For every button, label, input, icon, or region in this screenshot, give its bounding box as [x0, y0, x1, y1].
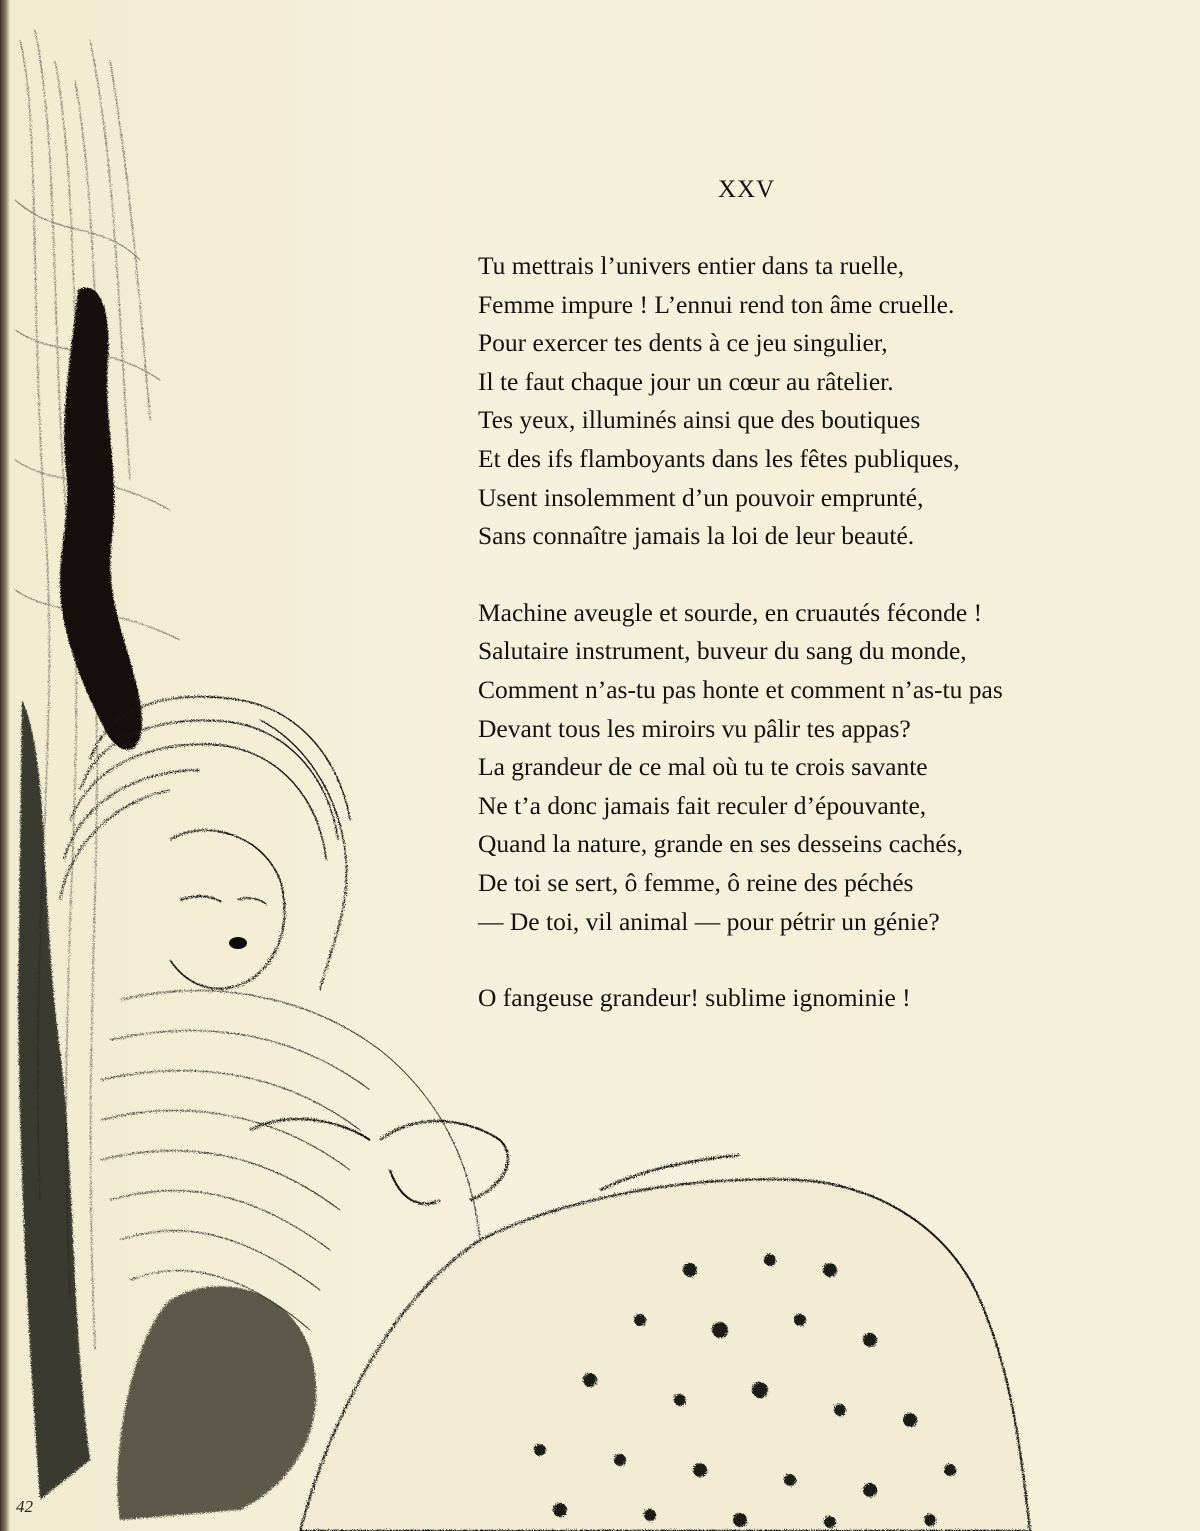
verse-line: O fangeuse grandeur! sublime ignominie !	[478, 983, 911, 1013]
verse-line: Usent insolemment d’un pouvoir emprunté,	[478, 482, 924, 512]
verse-line: Pour exercer tes dents à ce jeu singulier,	[478, 328, 888, 358]
torso-hatching	[100, 991, 480, 1330]
stanza-3	[478, 979, 1003, 1018]
poem-text	[478, 247, 1003, 1056]
page-number: 42	[16, 1497, 33, 1516]
verse-line: Et des ifs flamboyants dans les fêtes publiques,	[478, 443, 960, 473]
verse-line: Il te faut chaque jour un cœur au râtelier.	[478, 366, 894, 396]
face	[170, 830, 285, 988]
hair-scribbles	[60, 697, 350, 990]
verse-line: Quand la nature, grande en ses desseins cachés,	[478, 829, 964, 859]
verse-line: De toi se sert, ô femme, ô reine des péchés	[478, 867, 914, 897]
lap-dark-shape	[117, 1286, 316, 1520]
dark-curtain-shape	[60, 288, 142, 750]
verse-line: La grandeur de ce mal où tu te crois savante	[478, 752, 928, 782]
stanza-1	[478, 247, 1003, 556]
verse-line: Devant tous les miroirs vu pâlir tes appas?	[478, 713, 911, 743]
stanza-2	[478, 594, 1003, 941]
verse-line: — De toi, vil animal — pour pétrir un génie?	[478, 906, 940, 936]
verse-line: Femme impure ! L’ennui rend ton âme cruelle.	[478, 289, 955, 319]
poem-number: XXV	[718, 176, 776, 203]
verse-line: Sans connaître jamais la loi de leur beauté.	[478, 521, 915, 551]
skirt-outline	[300, 1179, 1030, 1531]
verse-line: Ne t’a donc jamais fait reculer d’épouvante,	[478, 790, 927, 820]
verse-line: Machine aveugle et sourde, en cruautés féconde !	[478, 597, 983, 627]
verse-line: Tes yeux, illuminés ainsi que des boutiques	[478, 405, 921, 435]
verse-line: Salutaire instrument, buveur du sang du monde,	[478, 636, 967, 666]
verse-line: Comment n’as-tu pas honte et comment n’as-tu pas	[478, 674, 1003, 704]
verse-line: Tu mettrais l’univers entier dans ta ruelle,	[478, 251, 905, 280]
mouth	[229, 937, 247, 949]
